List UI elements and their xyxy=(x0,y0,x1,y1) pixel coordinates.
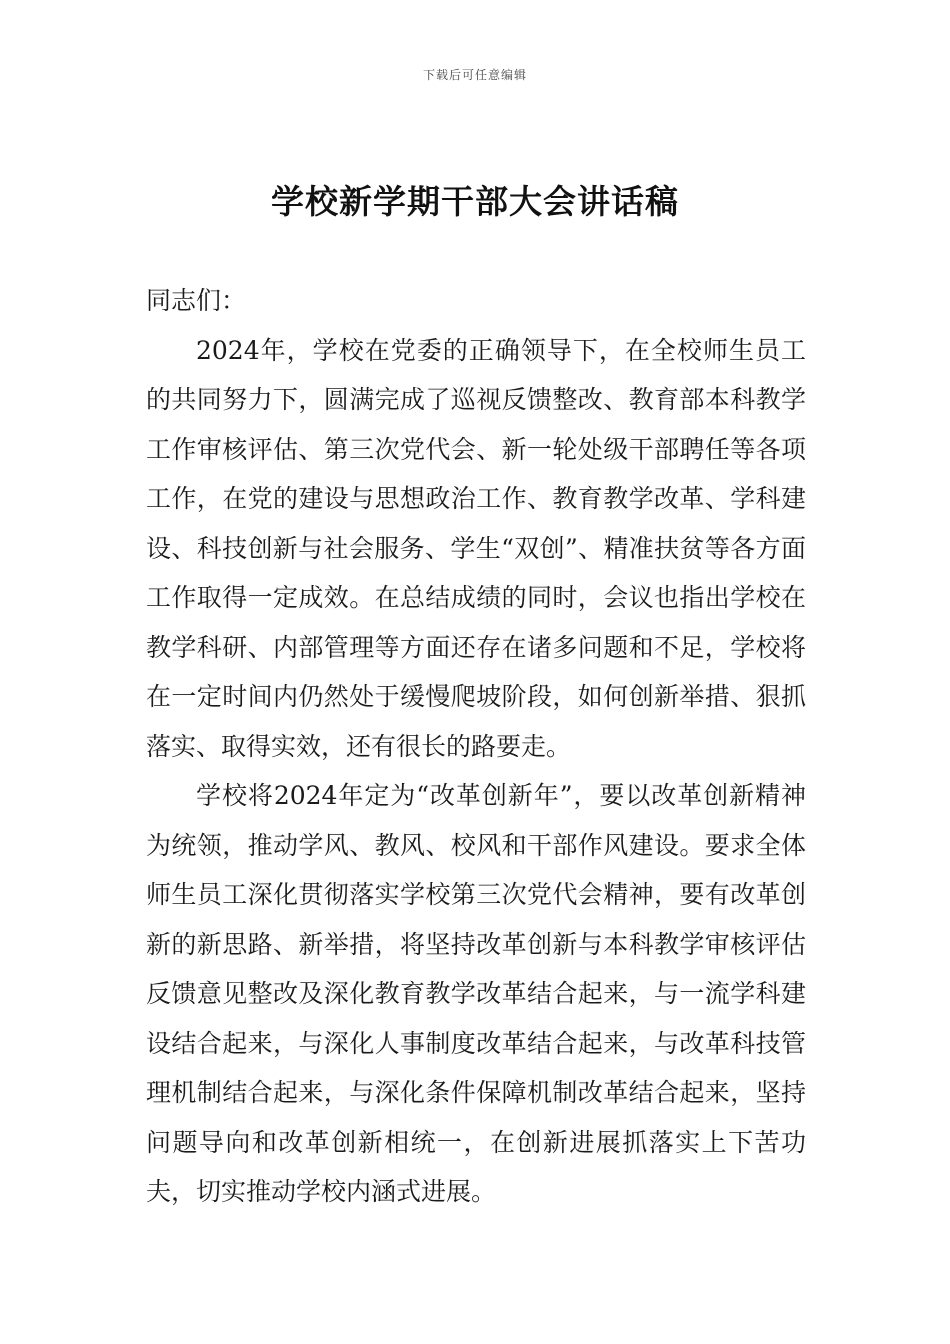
document-title: 学校新学期干部大会讲话稿 xyxy=(271,182,679,221)
header-note: 下载后可任意编辑 xyxy=(422,68,527,82)
paragraph-2: 学校将2024年定为“改革创新年”，要以改革创新精神为统领，推动学风、教风、校风和干部作风建设。要求全体师生员工深化贯彻落实学校第三次党代会精神，要有改革创新的新思路、新举措，将坚持改革创新与本科教学审核评估反馈意见整改及深化教育教学改革结合起来，与一流学科建设结合起来，与深化人事制度改革结合起来，与改革科技管理机制结合起来，与深化条件保障机制改革结合起来，坚持问题导向和改革创新相统一，在创新进展抓落实上下苦功夫，切实推动学校内涵式进展。 xyxy=(146,781,806,1206)
salutation: 同志们： xyxy=(146,286,247,315)
paragraph-1: 2024年，学校在党委的正确领导下，在全校师生员工的共同努力下，圆满完成了巡视反馈整改、教育部本科教学工作审核评估、第三次党代会、新一轮处级干部聘任等各项工作，在党的建设与思想政治工作、教育教学改革、学科建设、科技创新与社会服务、学生“双创”、精准扶贫等各方面工作取得一定成效。在总结成绩的同时，会议也指出学校在教学科研、内部管理等方面还存在诸多问题和不足，学校将在一定时间内仍然处于缓慢爬坡阶段，如何创新举措、狠抓落实、取得实效，还有很长的路要走。 xyxy=(146,335,806,761)
document-body xyxy=(146,276,806,1217)
